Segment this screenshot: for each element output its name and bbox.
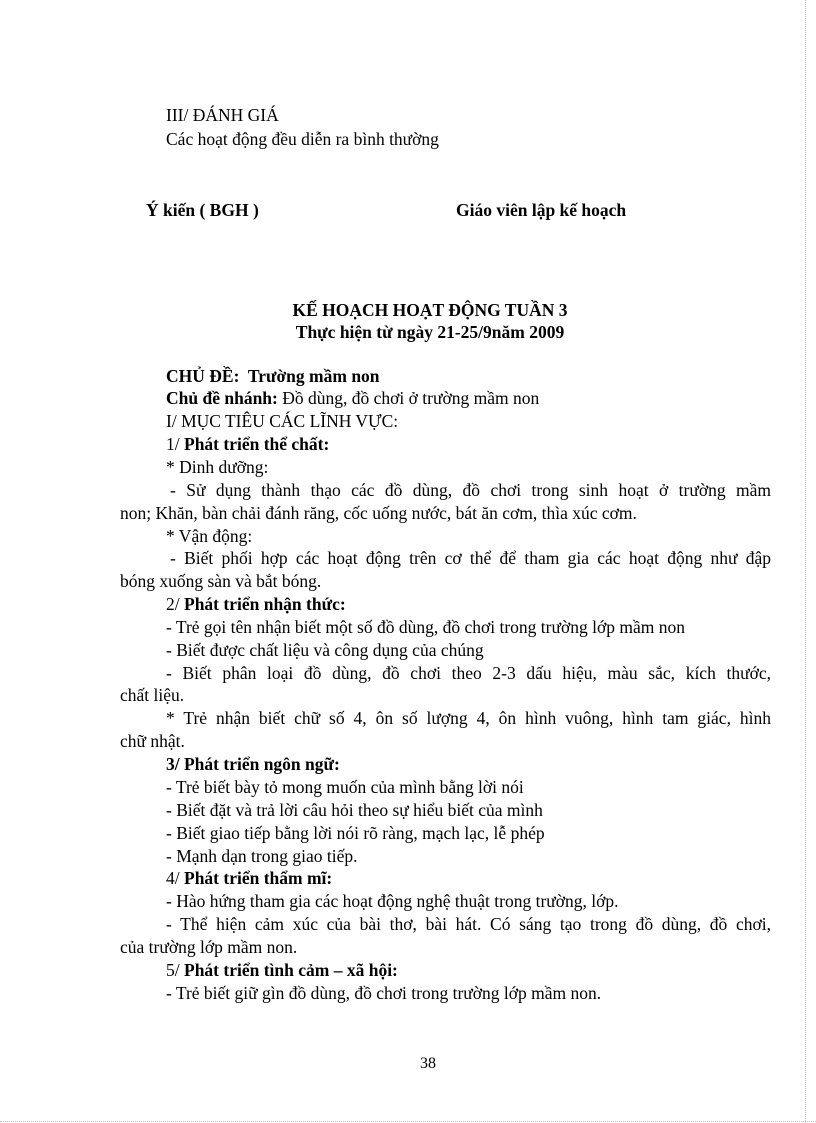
language-line-3: - Biết giao tiếp bằng lời nói rõ ràng, mạch lạc, lễ phép — [166, 823, 545, 843]
signature-left: Ý kiến ( BGH ) — [146, 200, 259, 220]
language-heading: 3/ Phát triển ngôn ngữ: — [166, 754, 340, 774]
page-right-guide — [805, 0, 806, 1123]
aesthetic-line-1: - Hào hứng tham gia các hoạt động nghệ thuật trong trường, lớp. — [166, 891, 619, 911]
nutrition-line-1: - Sử dụng thành thạo các đồ dùng, đồ chơi trong sinh hoạt ở trường mầm — [170, 480, 771, 500]
language-line-1: - Trẻ biết bày tỏ mong muốn của mình bằng lời nói — [166, 777, 524, 797]
motor-line-2: bóng xuống sàn và bắt bóng. — [120, 571, 322, 591]
cognitive-line-3b: chất liệu. — [120, 685, 185, 705]
social-prefix: 5/ — [166, 960, 180, 980]
plan-subtitle: Thực hiện từ ngày 21-25/9năm 2009 — [295, 322, 565, 342]
motor-label: * Vận động: — [166, 526, 253, 546]
plan-title: KẾ HOẠCH HOẠT ĐỘNG TUẦN 3 — [292, 300, 568, 320]
aesthetic-title: Phát triển thẩm mĩ: — [184, 868, 333, 888]
cognitive-line-2: - Biết được chất liệu và công dụng của chúng — [166, 640, 484, 660]
aesthetic-line-2a: - Thể hiện cảm xúc của bài thơ, bài hát. Có sáng tạo trong đồ dùng, đồ chơi, — [166, 914, 771, 934]
aesthetic-line-2b: của trường lớp mầm non. — [120, 937, 298, 957]
branch-value: Đồ dùng, đồ chơi ở trường mầm non — [282, 388, 540, 408]
branch-line — [166, 390, 539, 408]
objectives-heading: I/ MỤC TIÊU CÁC LĨNH VỰC: — [166, 411, 399, 431]
branch-label: Chủ đề nhánh: — [166, 388, 278, 408]
cognitive-line-1: - Trẻ gọi tên nhận biết một số đồ dùng, đồ chơi trong trường lớp mầm non — [166, 617, 685, 637]
social-line-1: - Trẻ biết giữ gìn đồ dùng, đồ chơi trong trường lớp mầm non. — [166, 983, 602, 1003]
physical-title: Phát triển thể chất: — [184, 434, 330, 454]
language-line-4: - Mạnh dạn trong giao tiếp. — [166, 846, 358, 866]
social-title: Phát triển tình cảm – xã hội: — [184, 960, 398, 980]
cognitive-line-3a: - Biết phân loại đồ dùng, đồ chơi theo 2-3 dấu hiệu, màu sắc, kích thước, — [166, 663, 771, 683]
topic-line — [166, 368, 380, 386]
cognitive-line-4b: chữ nhật. — [120, 731, 185, 751]
cognitive-line-4a: * Trẻ nhận biết chữ số 4, ôn số lượng 4, ôn hình vuông, hình tam giác, hình — [166, 708, 771, 728]
cognitive-title: Phát triển nhận thức: — [184, 594, 346, 614]
nutrition-line-2: non; Khăn, bàn chải đánh răng, cốc uống nước, bát ăn cơm, thìa xúc cơm. — [120, 503, 637, 523]
evaluation-text: Các hoạt động đều diễn ra bình thường — [166, 129, 439, 149]
aesthetic-prefix: 4/ — [166, 868, 180, 888]
social-heading — [166, 962, 398, 980]
cognitive-heading — [166, 596, 346, 614]
topic-label: CHỦ ĐỀ: — [166, 366, 240, 386]
physical-prefix: 1/ — [166, 434, 180, 454]
nutrition-label: * Dinh dưỡng: — [166, 457, 269, 477]
physical-heading — [166, 436, 329, 454]
page-bottom-guide — [0, 1121, 816, 1122]
language-line-2: - Biết đặt và trả lời câu hỏi theo sự hiểu biết của mình — [166, 800, 543, 820]
aesthetic-heading — [166, 870, 332, 888]
topic-value: Trường mầm non — [247, 366, 380, 386]
cognitive-prefix: 2/ — [166, 594, 180, 614]
signature-right: Giáo viên lập kế hoạch — [456, 200, 627, 220]
evaluation-heading: III/ ĐÁNH GIÁ — [166, 105, 279, 125]
page-number: 38 — [420, 1055, 436, 1072]
motor-line-1: - Biết phối hợp các hoạt động trên cơ thể để tham gia các hoạt động như đập — [170, 548, 771, 568]
